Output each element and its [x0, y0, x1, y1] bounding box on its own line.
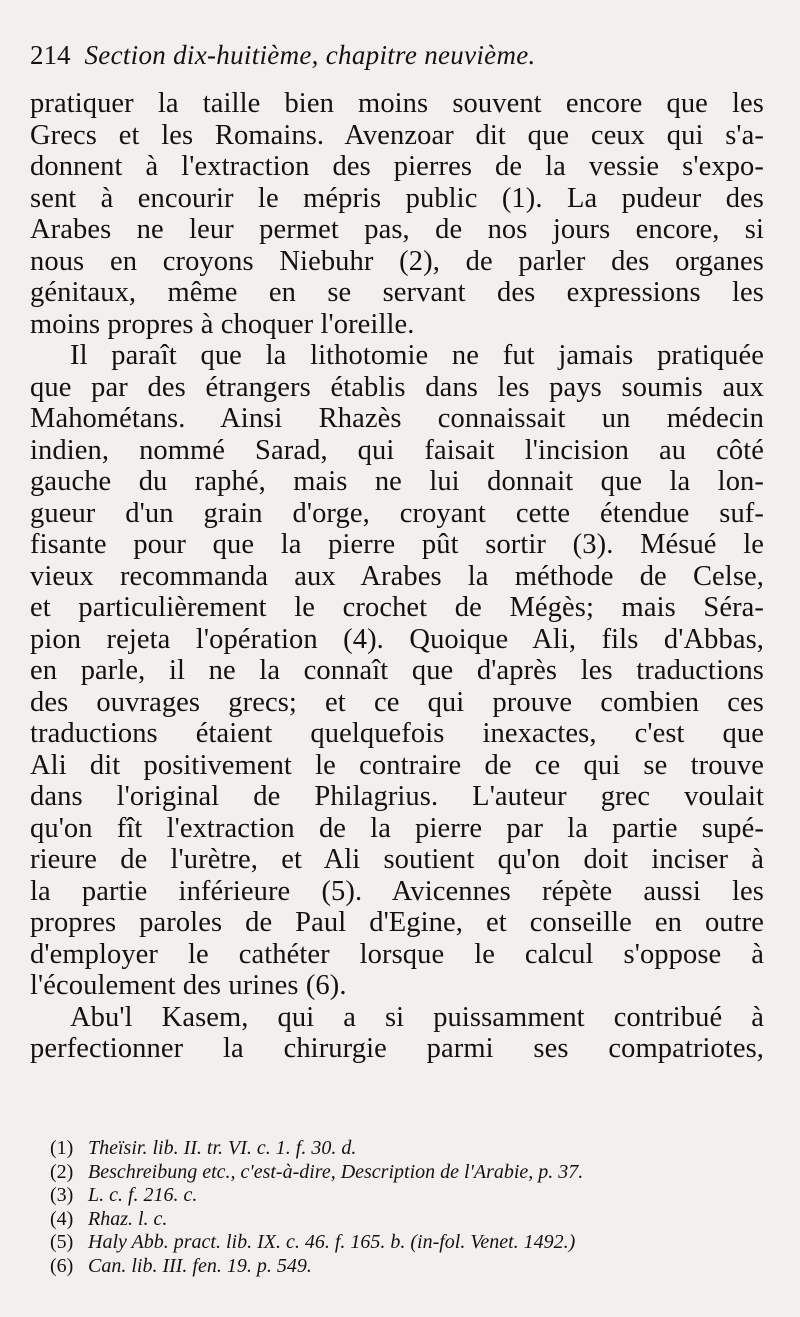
- text-line: gauche du raphé, mais ne lui donnait que la lon-: [30, 466, 764, 497]
- text-line: propres paroles de Paul d'Egine, et conseille en outre: [30, 907, 764, 938]
- text-line: en parle, il ne la connaît que d'après les traductions: [30, 655, 764, 686]
- footnotes: [50, 1137, 762, 1278]
- text-line: indien, nommé Sarad, qui faisait l'incision au côté: [30, 434, 764, 466]
- text-line: nous en croyons Niebuhr (2), de parler des organes: [30, 245, 764, 277]
- footnote-text: Beschreibung etc., c'est-à-dire, Description de l'Arabie, p. 37.: [88, 1160, 584, 1183]
- footnote-marker: (4): [50, 1207, 74, 1230]
- text-line: d'employer le cathéter lorsque le calcul s'oppose à: [30, 938, 764, 970]
- text-line: sent à encourir le mépris public (1). La pudeur des: [30, 182, 764, 214]
- footnote-text: Haly Abb. pract. lib. IX. c. 46. f. 165. b. (in-fol. Venet. 1492.): [88, 1231, 576, 1253]
- text-line: moins propres à choquer l'oreille.: [30, 308, 415, 340]
- body-text: [30, 88, 764, 1065]
- footnote-text: Can. lib. III. fen. 19. p. 549.: [88, 1254, 312, 1277]
- footnote-marker: (2): [50, 1160, 74, 1183]
- text-line: Il paraît que la lithotomie ne fut jamais pratiquée: [70, 340, 764, 371]
- text-line: Arabes ne leur permet pas, de nos jours encore, si: [30, 214, 764, 245]
- text-line: la partie inférieure (5). Avicennes répète aussi les: [30, 875, 764, 907]
- text-line: fisante pour que la pierre pût sortir (3). Mésué le: [30, 529, 764, 560]
- text-line: l'écoulement des urines (6).: [30, 970, 347, 1001]
- footnote: [50, 1208, 762, 1232]
- text-line: dans l'original de Philagrius. L'auteur grec voulait: [30, 781, 764, 812]
- footnote: [50, 1184, 762, 1208]
- footnote-marker: (3): [50, 1184, 74, 1206]
- text-line: génitaux, même en se servant des expressions les: [30, 277, 764, 308]
- text-line: gueur d'un grain d'orge, croyant cette étendue suf-: [30, 497, 764, 529]
- running-head: [30, 28, 764, 82]
- text-line: vieux recommanda aux Arabes la méthode de Celse,: [30, 560, 764, 592]
- text-line: et particulièrement le crochet de Mégès; mais Séra-: [30, 592, 764, 623]
- text-line: rieure de l'urètre, et Ali soutient qu'on doit inciser à: [30, 844, 764, 875]
- footnote: [50, 1255, 762, 1279]
- text-line: Mahométans. Ainsi Rhazès connaissait un médecin: [30, 403, 764, 434]
- footnote-text: Rhaz. l. c.: [88, 1207, 168, 1230]
- text-line: perfectionner la chirurgie parmi ses compatriotes,: [30, 1033, 764, 1064]
- footnote: [50, 1231, 762, 1255]
- text-line: traductions étaient quelquefois inexactes, c'est que: [30, 718, 764, 749]
- running-title: Section dix-huitième, chapitre neuvième.: [84, 40, 536, 70]
- text-line: Abu'l Kasem, qui a si puissamment contribué à: [70, 1001, 764, 1033]
- text-line: pratiquer la taille bien moins souvent encore que les: [30, 88, 764, 119]
- footnote-text: Theïsir. lib. II. tr. VI. c. 1. f. 30. d.: [88, 1137, 357, 1159]
- footnote-marker: (6): [50, 1254, 74, 1277]
- footnote-marker: (5): [50, 1231, 74, 1253]
- text-line: des ouvrages grecs; et ce qui prouve combien ces: [30, 686, 764, 718]
- text-line: pion rejeta l'opération (4). Quoique Ali, fils d'Abbas,: [30, 623, 764, 655]
- text-line: que par des étrangers établis dans les pays soumis aux: [30, 371, 764, 403]
- footnote: [50, 1137, 762, 1161]
- text-line: qu'on fît l'extraction de la pierre par la partie supé-: [30, 812, 764, 844]
- text-line: Ali dit positivement le contraire de ce qui se trouve: [30, 749, 764, 781]
- footnote-marker: (1): [50, 1137, 74, 1159]
- footnote-text: L. c. f. 216. c.: [88, 1184, 198, 1206]
- text-line: donnent à l'extraction des pierres de la vessie s'expo-: [30, 151, 764, 182]
- page-number: 214: [30, 40, 71, 70]
- footnote: [50, 1161, 762, 1185]
- text-line: Grecs et les Romains. Avenzoar dit que ceux qui s'a-: [30, 119, 764, 151]
